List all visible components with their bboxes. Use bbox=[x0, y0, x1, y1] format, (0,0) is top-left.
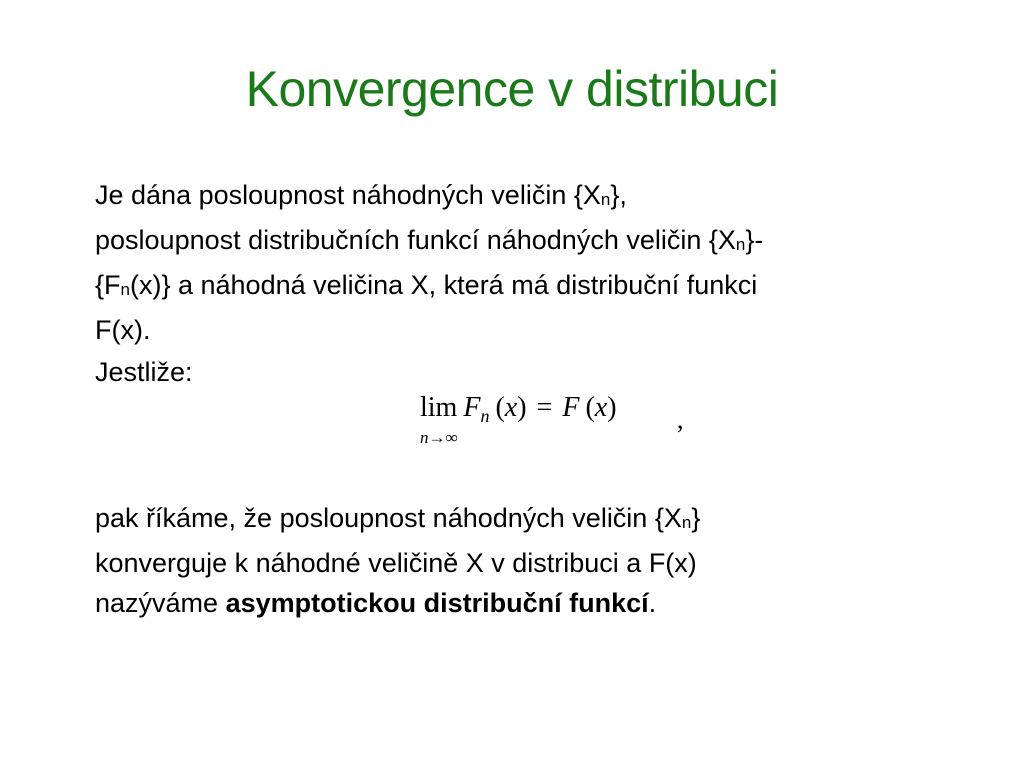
paragraph-line bbox=[95, 220, 955, 265]
lim-subscript: n→∞ bbox=[420, 428, 458, 447]
text-run: }, bbox=[610, 180, 627, 210]
text-run: posloupnost distribučních funkcí náhodných veličin {X bbox=[95, 225, 736, 255]
lim-operator: lim bbox=[420, 392, 458, 423]
paren-left: ( bbox=[585, 392, 595, 423]
text-run: }- bbox=[745, 225, 764, 255]
bold-term: asymptotickou distribuční funkcí bbox=[225, 588, 649, 618]
limit-formula bbox=[420, 392, 617, 447]
slide-title: Konvergence v distribuci bbox=[245, 61, 779, 117]
text-run: pak říkáme, že posloupnost náhodných veličin {X bbox=[95, 503, 682, 533]
subscript: n bbox=[600, 190, 611, 209]
formula-F: F bbox=[463, 392, 481, 423]
conclusion-paragraph bbox=[95, 498, 955, 623]
subscript: n bbox=[681, 513, 692, 532]
paragraph-line bbox=[95, 265, 955, 310]
formula-comma: , bbox=[677, 405, 684, 434]
formula-x2: x bbox=[594, 392, 608, 423]
formula-x: x bbox=[504, 392, 518, 423]
paren-right: ) bbox=[607, 392, 617, 423]
definition-paragraph bbox=[95, 175, 955, 350]
subscript: n bbox=[735, 235, 746, 254]
paragraph-line bbox=[95, 175, 955, 220]
formula-subscript: n bbox=[480, 406, 490, 426]
paragraph-line: konverguje k náhodné veličině X v distribuci a F(x) bbox=[95, 548, 697, 578]
text-run: nazýváme bbox=[95, 588, 226, 618]
text-run: Je dána posloupnost náhodných veličin {X bbox=[95, 180, 601, 210]
text-run: {F bbox=[95, 270, 121, 300]
paren-right: ) bbox=[517, 392, 527, 423]
text-run: } bbox=[691, 503, 701, 533]
equals-sign: = bbox=[536, 392, 553, 423]
paragraph-line bbox=[95, 498, 955, 543]
paren-left: ( bbox=[495, 392, 505, 423]
text-run: (x)} a náhodná veličina X, která má distribuční funkci bbox=[129, 270, 758, 300]
text-run: . bbox=[648, 588, 657, 618]
formula-F2: F bbox=[562, 392, 580, 423]
paragraph-line bbox=[95, 583, 955, 623]
condition-label: Jestliže: bbox=[95, 357, 193, 387]
subscript: n bbox=[120, 280, 130, 299]
paragraph-line: F(x). bbox=[95, 315, 151, 345]
